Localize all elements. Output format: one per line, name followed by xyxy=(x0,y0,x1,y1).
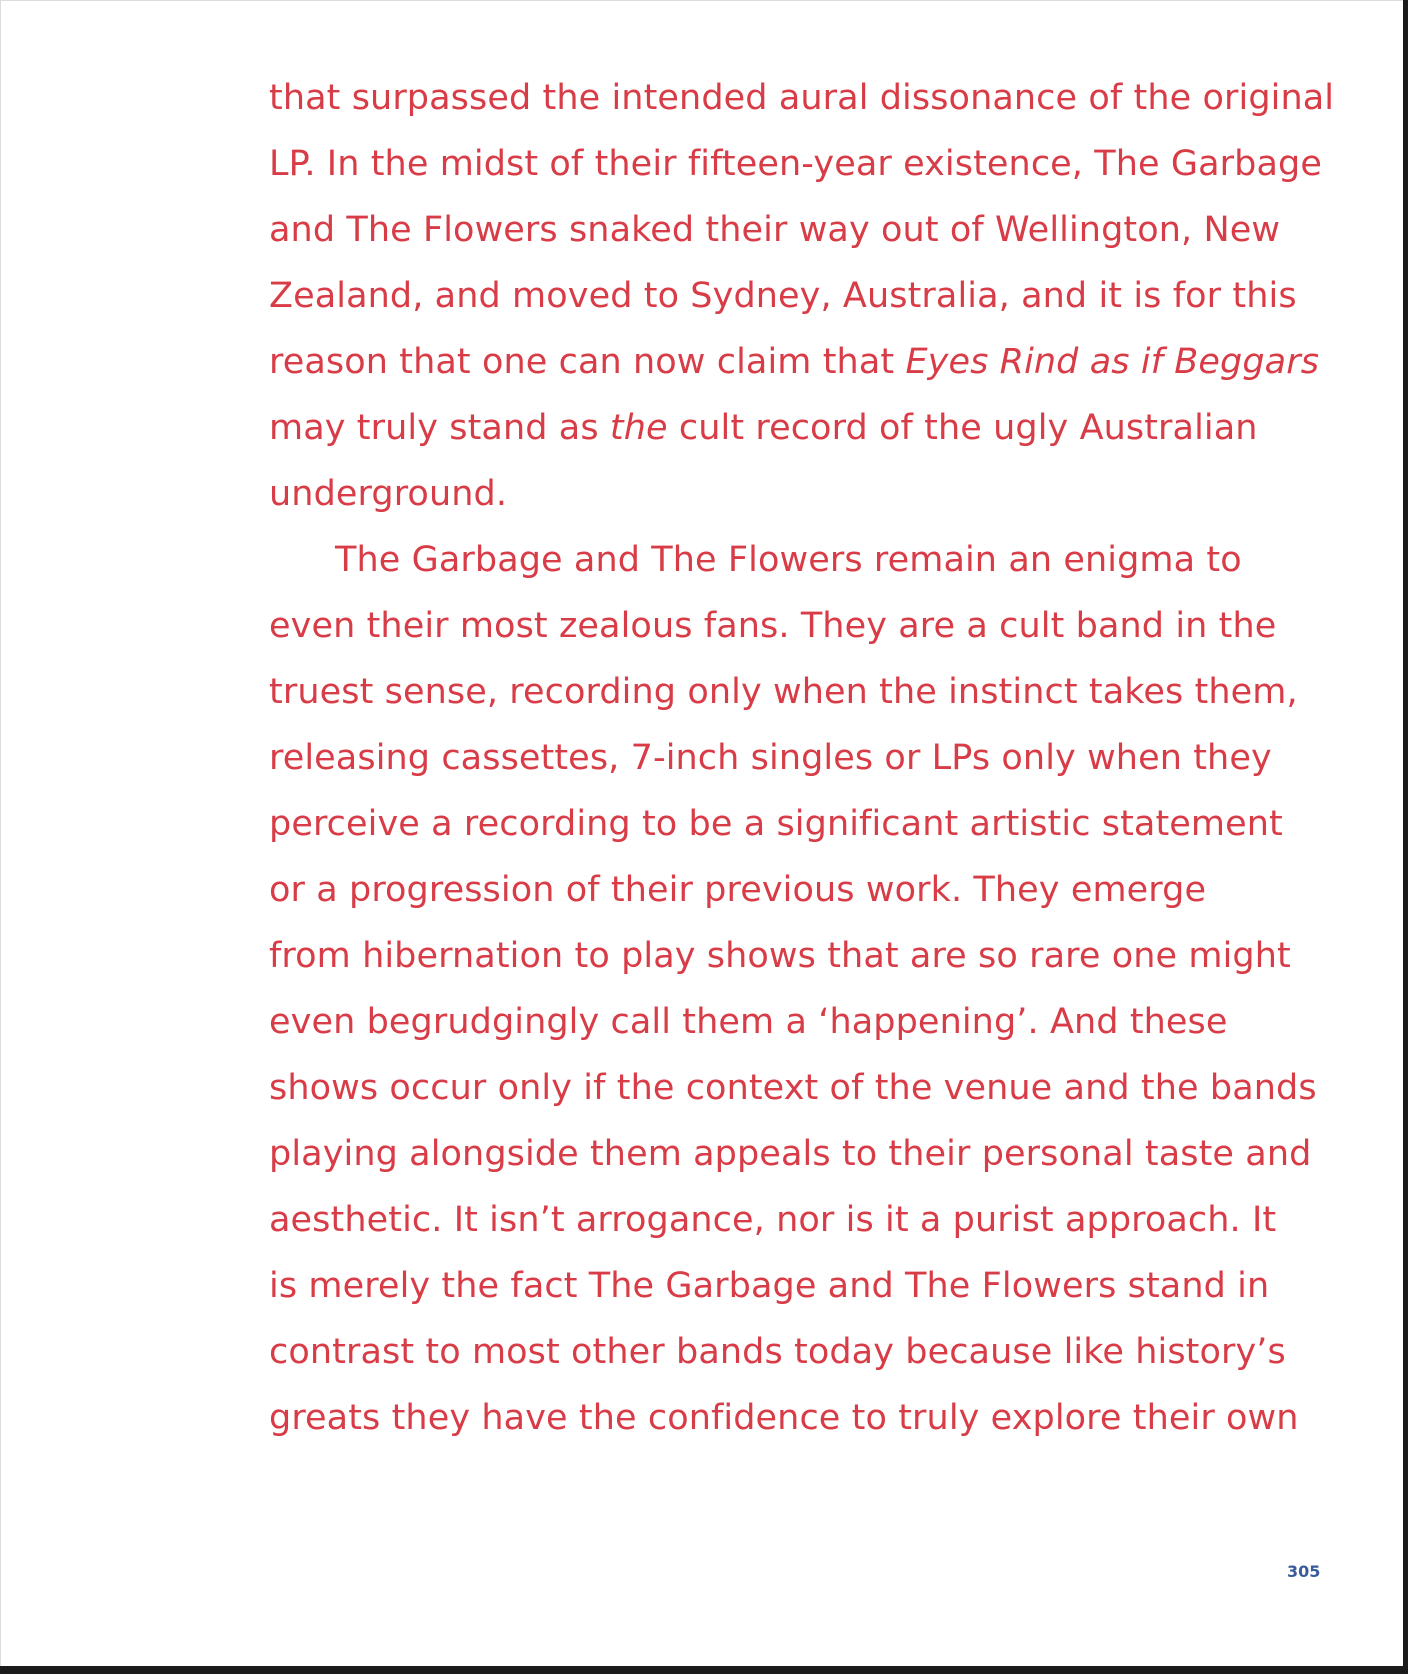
text-line: releasing cassettes, 7-inch singles or LPs only when they xyxy=(269,738,1272,778)
text-line: from hibernation to play shows that are so rare one might xyxy=(269,936,1291,976)
emphasis-italic: the xyxy=(609,408,668,448)
text-line: playing alongside them appeals to their personal taste and xyxy=(269,1134,1312,1174)
text-line: is merely the fact The Garbage and The Flowers stand in xyxy=(269,1266,1270,1306)
text-line: Zealand, and moved to Sydney, Australia, and it is for this xyxy=(269,276,1297,316)
album-title-italic: Eyes Rind as if Beggars xyxy=(905,342,1320,382)
text-run: cult record of the ugly Australian xyxy=(667,408,1258,448)
page-number: 305 xyxy=(1287,1562,1321,1581)
paragraph-1 xyxy=(269,65,1335,527)
text-line: perceive a recording to be a significant artistic statement xyxy=(269,804,1283,844)
text-line xyxy=(269,395,1329,461)
text-line: truest sense, recording only when the instinct takes them, xyxy=(269,672,1298,712)
paragraph-2 xyxy=(269,527,1329,1451)
text-line: LP. In the midst of their fifteen-year existence, The Garbage xyxy=(269,144,1322,184)
text-line: even their most zealous fans. They are a cult band in the xyxy=(269,606,1277,646)
text-line xyxy=(269,329,1329,395)
text-line: greats they have the confidence to truly explore their own xyxy=(269,1398,1299,1438)
text-line: and The Flowers snaked their way out of Wellington, New xyxy=(269,210,1281,250)
text-line: underground. xyxy=(269,474,508,514)
text-line: aesthetic. It isn’t arrogance, nor is it a purist approach. It xyxy=(269,1200,1277,1240)
text-line: contrast to most other bands today because like history’s xyxy=(269,1332,1286,1372)
text-run: may truly stand as xyxy=(269,408,610,448)
text-line: or a progression of their previous work. They emerge xyxy=(269,870,1207,910)
text-run: reason that one can now claim that xyxy=(269,342,906,382)
body-text xyxy=(269,65,1335,1451)
text-line-indented: The Garbage and The Flowers remain an enigma to xyxy=(335,540,1242,580)
text-line: even begrudgingly call them a ‘happening’. And these xyxy=(269,1002,1228,1042)
text-line: that surpassed the intended aural dissonance of the original xyxy=(269,78,1335,118)
text-line: shows occur only if the context of the venue and the bands xyxy=(269,1068,1317,1108)
